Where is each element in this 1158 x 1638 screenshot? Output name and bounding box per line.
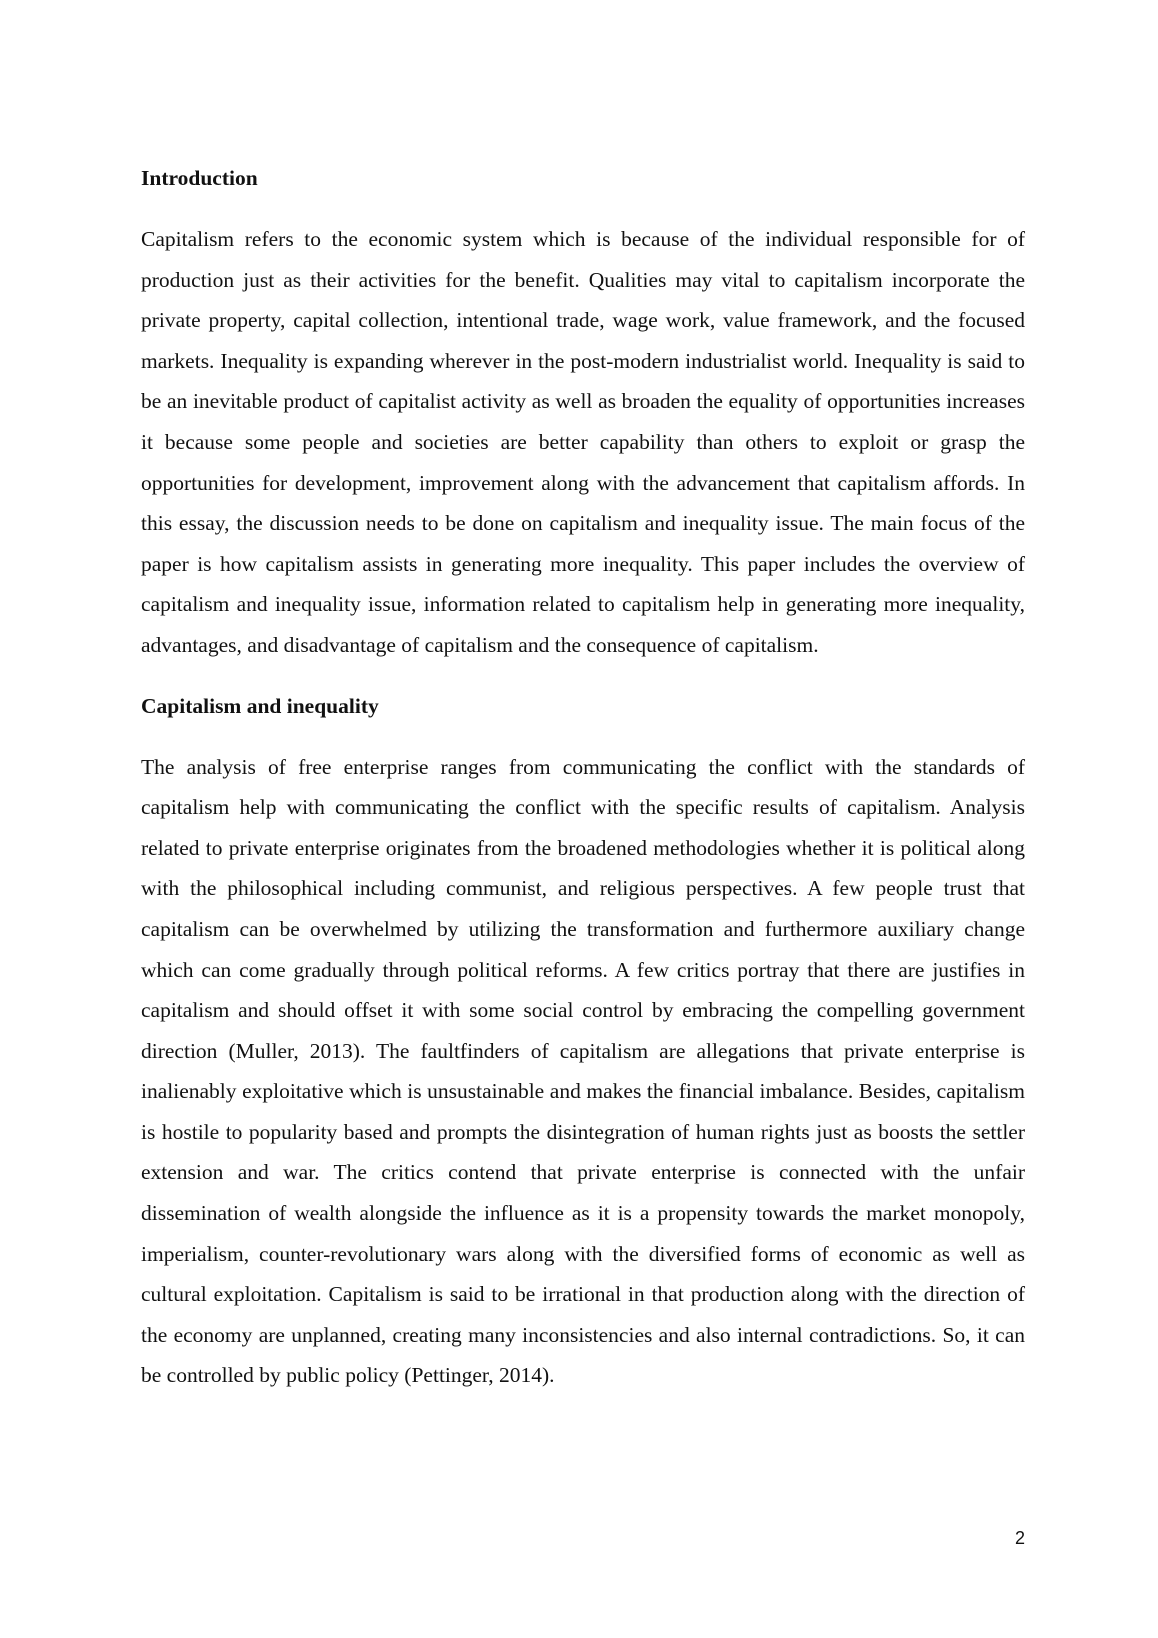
page-content — [141, 160, 1025, 1396]
capitalism-and-inequality-paragraph: The analysis of free enterprise ranges from communicating the conflict with the standards of capitalism help with communicating the conflict with the specific results of capitalism. Analysis related to private enterprise originates from the broadened methodologies whether it is political along with the philosophical including communist, and religious perspectives. A few people trust that capitalism can be overwhelmed by utilizing the transformation and furthermore auxiliary change which can come gradually through political reforms. A few critics portray that there are justifies in capitalism and should offset it with some social control by embracing the compelling government direction (Muller, 2013). The faultfinders of capitalism are allegations that private enterprise is inalienably exploitative which is unsustainable and makes the financial imbalance. Besides, capitalism is hostile to popularity based and prompts the disintegration of human rights just as boosts the settler extension and war. The critics contend that private enterprise is connected with the unfair dissemination of wealth alongside the influence as it is a propensity towards the market monopoly, imperialism, counter-revolutionary wars along with the diversified forms of economic as well as cultural exploitation. Capitalism is said to be irrational in that production along with the direction of the economy are unplanned, creating many inconsistencies and also internal contradictions. So, it can be controlled by public policy (Pettinger, 2014). — [141, 754, 1025, 1388]
page-number: 2 — [1014, 1528, 1025, 1548]
section-heading-introduction: Introduction — [141, 166, 258, 190]
section-heading-capitalism-and-inequality: Capitalism and inequality — [141, 693, 379, 718]
introduction-paragraph: Capitalism refers to the economic system which is because of the individual responsible for of production just as their activities for the benefit. Qualities may vital to capitalism incorporate the private property, capital collection, intentional trade, wage work, value framework, and the focused markets. Inequality is expanding wherever in the post-modern industrialist world. Inequality is said to be an inevitable product of capitalist activity as well as broaden the equality of opportunities increases it because some people and societies are better capability than others to exploit or grasp the opportunities for development, improvement along with the advancement that capitalism affords. In this essay, the discussion needs to be done on capitalism and inequality issue. The main focus of the paper is how capitalism assists in generating more inequality. This paper includes the overview of capitalism and inequality issue, information related to capitalism help in generating more inequality, advantages, and disadvantage of capitalism and the consequence of capitalism. — [141, 227, 1025, 657]
